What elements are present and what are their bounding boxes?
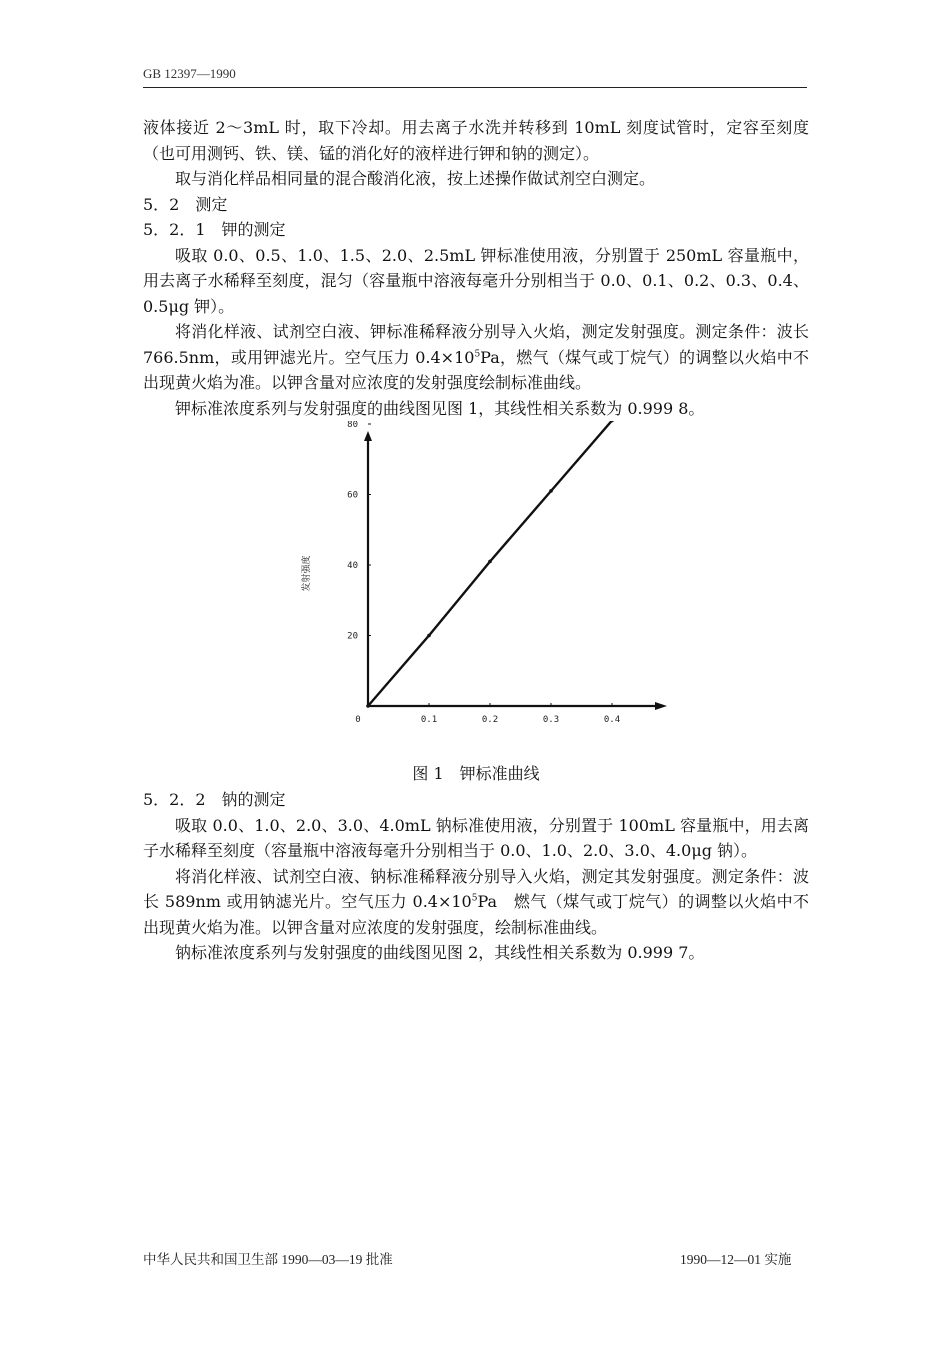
data-point xyxy=(366,704,370,708)
section-5-2-heading: 5．2 测定 xyxy=(143,194,228,214)
data-point xyxy=(488,560,492,564)
text-segment: 将消化样液、试剂空白液、钠标准稀释液分别导入火焰，测定其发射强度。测定条件：波长 589nm 或用钠滤光片。空气压力 0.4×10 xyxy=(143,866,809,911)
paragraph-potassium-standards: 吸取 0.0、0.5、1.0、1.5、2.0、2.5mL 钾标准使用液，分别置于 250mL 容量瓶中，用去离子水稀释至刻度，混匀（容量瓶中溶液每毫升分别相当于 0.0、0.1、0.2、0.3、0.4、0.5μg 钾）。 xyxy=(143,245,809,316)
data-point xyxy=(549,489,553,493)
text-segment: Pa，燃气（煤气或丁烷气）的调整以火焰中不出现黄火焰为准。以钾含量对应浓度的发射强度绘制标准曲线。 xyxy=(143,347,809,392)
paragraph-sodium-conditions xyxy=(143,864,809,941)
x-tick-label: 0.4 xyxy=(603,715,621,725)
figure-caption: 图 1 钾标准曲线 xyxy=(412,764,540,783)
footer-approval: 中华人民共和国卫生部 1990—03—19 批准 xyxy=(143,1252,393,1267)
text-segment: Pa 燃气（煤气或丁烷气）的调整以火焰中不出现黄火焰为准。以钾含量对应浓度的发射强度，绘制标准曲线。 xyxy=(143,892,809,937)
section-5-2-2-heading: 5．2．2 钠的测定 xyxy=(143,790,286,809)
potassium-standard-chart xyxy=(143,421,809,761)
paragraph-digestion-end: 液体接近 2～3mL 时，取下冷却。用去离子水洗并转移到 10mL 刻度试管时，定容至刻度（也可用测钙、铁、镁、锰的消化好的液样进行钾和钠的测定）。 xyxy=(143,118,809,163)
paragraph-potassium-curve: 钾标准浓度系列与发射强度的曲线图见图 1，其线性相关系数为 0.999 8。 xyxy=(175,398,705,418)
x-tick-label: 0.3 xyxy=(542,715,560,725)
x-tick-label: 0.1 xyxy=(420,715,438,725)
document-body xyxy=(143,115,809,966)
y-tick-label: 80 xyxy=(347,421,358,430)
y-tick-label: 40 xyxy=(347,561,358,571)
superscript: 5 xyxy=(474,349,481,360)
series-line xyxy=(368,421,673,706)
y-tick-label: 20 xyxy=(347,631,358,642)
figure-1 xyxy=(143,421,809,761)
footer-effective: 1990—12—01 实施 xyxy=(680,1252,792,1267)
y-axis-arrow xyxy=(364,431,372,441)
page-header xyxy=(143,66,807,82)
paragraph-sodium-curve: 钠标准浓度系列与发射强度的曲线图见图 2，其线性相关系数为 0.999 7。 xyxy=(175,943,705,962)
paragraph-blank: 取与消化样品相同量的混合酸消化液，按上述操作做试剂空白测定。 xyxy=(175,169,656,188)
data-point xyxy=(427,634,431,638)
x-tick-label: 0.2 xyxy=(481,715,499,725)
y-axis-label: 发射强度 xyxy=(302,555,312,592)
origin-label: 0 xyxy=(355,715,361,725)
paragraph-sodium-standards: 吸取 0.0、1.0、2.0、3.0、4.0mL 钠标准使用液，分别置于 100mL 容量瓶中，用去离子水稀释至刻度（容量瓶中溶液每毫升分别相当于 0.0、1.0、2.0、3.0、4.0μg 钠）。 xyxy=(143,815,809,860)
y-tick-label: 60 xyxy=(347,490,358,501)
header-rule xyxy=(143,87,807,88)
text-segment: 将消化样液、试剂空白液、钾标准稀释液分别导入火焰，测定发射强度。测定条件：波长 766.5nm，或用钾滤光片。空气压力 0.4×10 xyxy=(143,322,809,367)
section-5-2-1-heading: 5．2．1 钾的测定 xyxy=(143,220,286,239)
x-axis-arrow xyxy=(655,702,667,710)
paragraph-potassium-conditions xyxy=(143,319,809,396)
superscript: 5 xyxy=(471,893,478,904)
standard-number: GB 12397—1990 xyxy=(143,66,236,81)
